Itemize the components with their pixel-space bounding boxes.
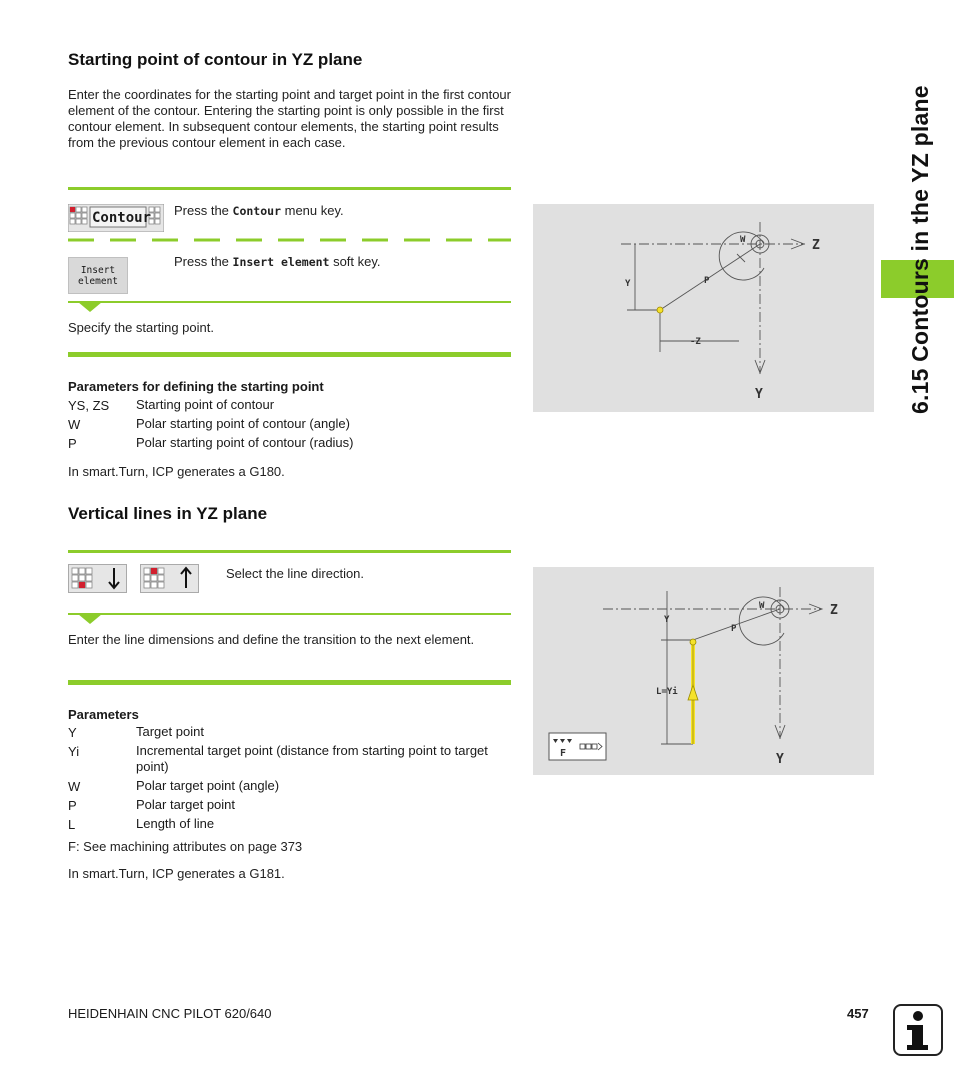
step-rule-top-2 — [68, 550, 511, 553]
step2-post: soft key. — [329, 254, 381, 269]
step-specify-start: Specify the starting point. — [68, 320, 214, 335]
param-row — [68, 777, 496, 796]
dashed-separator — [68, 238, 511, 243]
line-up-key[interactable] — [140, 564, 199, 593]
info-glyph — [895, 1006, 941, 1054]
step2-pre: Press the — [174, 254, 233, 269]
note-g180: In smart.Turn, ICP generates a G180. — [68, 464, 285, 479]
params-list-start — [68, 396, 496, 453]
params-heading-vertical: Parameters — [68, 707, 139, 722]
line-down-key[interactable] — [68, 564, 127, 593]
step-press-insert — [174, 254, 381, 270]
params-list-vertical — [68, 723, 496, 834]
contour-key-label: Contour — [92, 210, 152, 226]
param-row — [68, 742, 496, 777]
note-g181: In smart.Turn, ICP generates a G181. — [68, 866, 285, 881]
fig1-p-label: P — [704, 276, 710, 286]
insert-element-softkey[interactable] — [68, 257, 128, 294]
param-value: Polar starting point of contour (radius) — [136, 435, 354, 450]
fig1-z-dim: -Z — [690, 337, 701, 347]
step-press-contour — [174, 203, 344, 219]
fig2-z-axis: Z — [830, 603, 838, 618]
figure-starting-point — [533, 204, 874, 412]
param-row — [68, 396, 496, 415]
intro-paragraph: Enter the coordinates for the starting point and target point in the first contour element of the contour. Entering the starting point is only possible in the first contour element. In subsequent contour elements, the starting point results from the previous contour element in each case. — [68, 87, 511, 150]
softkey-line1: Insert — [80, 265, 116, 276]
step-arrow-icon-2 — [78, 614, 102, 625]
arrow-down-icon — [69, 565, 126, 592]
step-rule-bottom — [68, 352, 511, 357]
step-enter-dimensions: Enter the line dimensions and define the transition to the next element. — [68, 632, 475, 647]
vertical-line-diagram — [533, 567, 874, 775]
param-row — [68, 723, 496, 742]
info-icon — [893, 1004, 943, 1056]
param-value: Incremental target point (distance from starting point to target point) — [136, 743, 488, 774]
param-row — [68, 415, 496, 434]
fig2-l-dim: L=Yi — [656, 687, 678, 697]
param-key: Y — [68, 725, 77, 740]
fig1-y-axis: Y — [755, 387, 763, 402]
contour-menu-key[interactable] — [68, 204, 164, 232]
figure-vertical-line — [533, 567, 874, 775]
page-number: 457 — [847, 1006, 869, 1021]
param-key: W — [68, 779, 81, 794]
step-select-direction: Select the line direction. — [226, 566, 365, 581]
params-heading-start: Parameters for defining the starting point — [68, 379, 324, 394]
step-rule-mid — [68, 301, 511, 303]
fig1-z-axis: Z — [812, 238, 820, 253]
arrow-up-icon — [141, 565, 198, 592]
attr-note: F: See machining attributes on page 373 — [68, 839, 303, 854]
fig1-w-label: W — [740, 235, 746, 245]
step-rule-top — [68, 187, 511, 190]
param-value: Polar target point — [136, 797, 236, 812]
fig2-p-label: P — [731, 624, 737, 634]
step-rule-mid-2 — [68, 613, 511, 615]
step2-key: Insert element — [232, 255, 330, 269]
section-heading-starting-point: Starting point of contour in YZ plane — [68, 50, 363, 69]
param-row — [68, 796, 496, 815]
param-value: Polar starting point of contour (angle) — [136, 416, 350, 431]
step-rule-bottom-2 — [68, 680, 511, 685]
starting-point-diagram — [533, 204, 874, 412]
param-row — [68, 815, 496, 834]
param-value: Starting point of contour — [136, 397, 275, 412]
param-key: YS, ZS — [68, 398, 110, 413]
param-key: P — [68, 436, 77, 451]
param-row — [68, 434, 496, 453]
param-key: L — [68, 817, 76, 832]
param-value: Length of line — [136, 816, 215, 831]
fig2-w-label: W — [759, 601, 765, 611]
param-value: Polar target point (angle) — [136, 778, 280, 793]
param-key: P — [68, 798, 77, 813]
step-arrow-icon — [78, 302, 102, 313]
step1-post: menu key. — [281, 203, 344, 218]
step1-key: Contour — [232, 204, 281, 218]
param-value: Target point — [136, 724, 204, 739]
chapter-title-text: 6.15 Contours in the YZ plane — [907, 85, 933, 414]
footer-product: HEIDENHAIN CNC PILOT 620/640 — [68, 1006, 272, 1021]
section-heading-vertical-lines: Vertical lines in YZ plane — [68, 504, 268, 523]
fig1-y-dim: Y — [625, 279, 631, 289]
softkey-line2: element — [77, 276, 119, 287]
step1-pre: Press the — [174, 203, 233, 218]
fig2-y-dim: Y — [664, 615, 670, 625]
fig2-f-label: F — [560, 748, 567, 759]
param-key: W — [68, 417, 81, 432]
fig2-y-axis: Y — [776, 752, 784, 767]
param-key: Yi — [68, 744, 80, 759]
